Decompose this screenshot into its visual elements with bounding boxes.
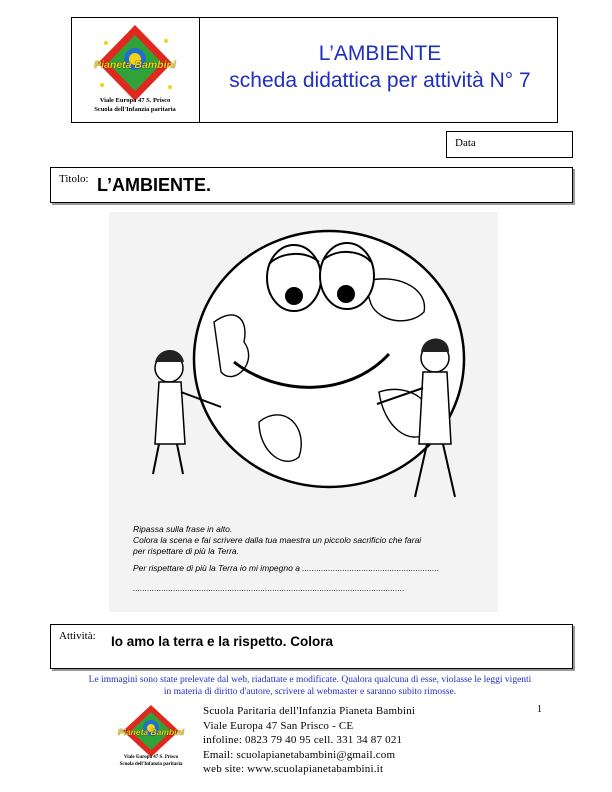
instruction-line: Ripassa sulla frase in alto. xyxy=(133,524,233,534)
disclaimer-line: Le immagini sono state prelevate dal web, riadattate e modificate. Qualora qualcuna di esse, violasse le leggi vigenti xyxy=(88,675,532,685)
instruction-line: per rispettare di più la Terra. xyxy=(133,546,239,556)
attivita-box xyxy=(50,624,573,669)
copyright-disclaimer xyxy=(30,674,590,698)
attivita-label: Attività: xyxy=(59,630,96,642)
instructions xyxy=(133,524,493,594)
titolo-label: Titolo: xyxy=(59,173,89,185)
school-logo xyxy=(76,21,194,119)
illustration-panel xyxy=(109,212,498,612)
footer-website[interactable]: web site: www.scuolapianetabambini.it xyxy=(203,763,384,776)
titolo-box xyxy=(50,167,573,203)
titolo-value: L’AMBIENTE. xyxy=(97,175,212,195)
logo-name: Pianeta Bambini xyxy=(94,59,176,71)
footer-logo-graphic xyxy=(103,703,199,771)
instruction-line: Per rispettare di più la Terra io mi impegno a .......................................................... xyxy=(133,563,440,573)
footer-address: Viale Europa 47 San Prisco - CE xyxy=(203,719,354,732)
footer-logo-line1: Viale Europa 47 S. Prisco xyxy=(123,755,179,760)
instruction-line: ................................................................................................................... xyxy=(133,583,405,593)
sheet-title-line2: scheda didattica per attività N° 7 xyxy=(229,69,531,92)
logo-line1: Viale Europa 47 S. Prisco xyxy=(99,97,171,104)
footer-email[interactable]: Email: scuolapianetabambini@gmail.com xyxy=(203,748,396,761)
date-field[interactable] xyxy=(446,131,573,158)
sheet-title xyxy=(205,40,555,94)
footer-phone: infoline: 0823 79 40 95 cell. 331 34 87 021 xyxy=(203,734,403,747)
page-number: 1 xyxy=(537,704,542,715)
footer-school: Scuola Paritaria dell'Infanzia Pianeta Bambini xyxy=(203,705,416,717)
disclaimer-line: in materia di diritto d'autore, scrivere al webmaster e saranno subito rimosse. xyxy=(163,687,457,697)
attivita-value: Io amo la terra e la rispetto. Colora xyxy=(111,634,334,649)
footer-logo xyxy=(103,703,199,771)
footer-contacts xyxy=(203,704,415,777)
footer-logo-line2: Scuola dell'Infanzia paritaria xyxy=(119,762,183,767)
sheet-title-line1: L’AMBIENTE xyxy=(318,42,442,65)
instruction-line: Colora la scena e fai scrivere dalla tua maestra un piccolo sacrificio che farai xyxy=(133,535,422,545)
earth-hug-illustration xyxy=(109,212,498,502)
logo-line2: Scuola dell'Infanzia paritaria xyxy=(94,106,176,113)
header-divider xyxy=(199,17,200,123)
footer-logo-name: Pianeta Bambini xyxy=(117,727,185,737)
date-label: Data xyxy=(455,137,476,149)
